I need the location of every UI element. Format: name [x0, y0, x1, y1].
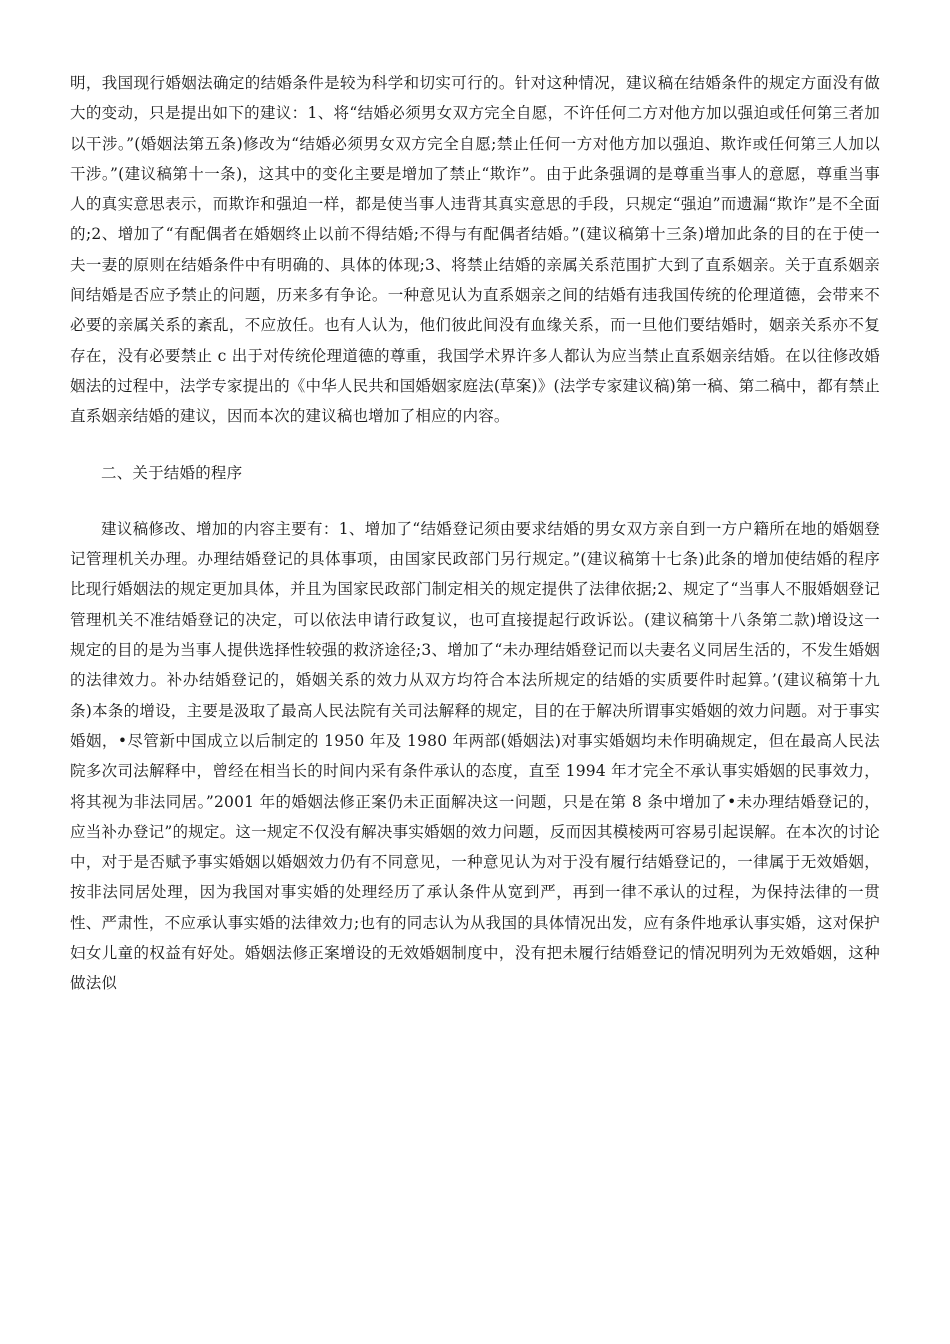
document-page — [70, 68, 880, 999]
body-paragraph-1: 明，我国现行婚姻法确定的结婚条件是较为科学和切实可行的。针对这种情况，建议稿在结婚条件的规定方面没有做大的变动，只是提出如下的建议：1、将“结婚必须男女双方完全自愿，不许任何二方对他方加以强迫或任何第三者加以干涉。”(婚姻法第五条)修改为“结婚必须男女双方完全自愿;禁止任何一方对他方加以强迫、欺诈或任何第三人加以干涉。”(建议稿第十一条)，这其中的变化主要是增加了禁止“欺诈”。由于此条强调的是尊重当事人的意愿，尊重当事人的真实意思表示，而欺诈和强迫一样，都是使当事人违背其真实意思的手段，只规定“强迫”而遗漏“欺诈”是不全面的;2、增加了“有配偶者在婚姻终止以前不得结婚;不得与有配偶者结婚。”(建议稿第十三条)增加此条的目的在于使一夫一妻的原则在结婚条件中有明确的、具体的体现;3、将禁止结婚的亲属关系范围扩大到了直系姻亲。关于直系姻亲间结婚是否应予禁止的问题，历来多有争论。一种意见认为直系姻亲之间的结婚有违我国传统的伦理道德，会带来不必要的亲属关系的紊乱，不应放任。也有人认为，他们彼此间没有血缘关系，而一旦他们要结婚时，姻亲关系亦不复存在，没有必要禁止 c 出于对传统伦理道德的尊重，我国学术界许多人都认为应当禁止直系姻亲结婚。在以往修改婚姻法的过程中，法学专家提出的《中华人民共和国婚姻家庭法(草案)》(法学专家建议稿)第一稿、第二稿中，都有禁止直系姻亲结婚的建议，因而本次的建议稿也增加了相应的内容。 — [70, 74, 880, 426]
body-paragraph-2: 建议稿修改、增加的内容主要有：1、增加了“结婚登记须由要求结婚的男女双方亲自到一方户籍所在地的婚姻登记管理机关办理。办理结婚登记的具体事项，由国家民政部门另行规定。”(建议稿第十七条)此条的增加使结婚的程序比现行婚姻法的规定更加具体，并且为国家民政部门制定相关的规定提供了法律依据;2、规定了“当事人不服婚姻登记管理机关不准结婚登记的决定，可以依法申请行政复议，也可直接提起行政诉讼。(建议稿第十八条第二款)增设这一规定的目的是为当事人提供选择性较强的救济途径;3、增加了“未办理结婚登记而以夫妻名义同居生活的，不发生婚姻的法律效力。补办结婚登记的，婚姻关系的效力从双方均符合本法所规定的结婚的实质要件时起算。’(建议稿第十九条)本条的增设，主要是汲取了最高人民法院有关司法解释的规定，目的在于解决所谓事实婚姻的效力问题。对于事实婚姻，•尽管新中国成立以后制定的 1950 年及 1980 年两部(婚姻法)对事实婚姻均未作明确规定，但在最高人民法院多次司法解释中，曾经在相当长的时间内采有条件承认的态度，直至 1994 年才完全不承认事实婚姻的民事效力，将其视为非法同居。”2001 年的婚姻法修正案仍未正面解决这一问题，只是在第 8 条中增加了•未办理结婚登记的，应当补办登记”的规定。这一规定不仅没有解决事实婚姻的效力问题，反而因其模棱两可容易引起误解。在本次的讨论中，对于是否赋予事实婚姻以婚姻效力仍有不同意见，一种意见认为对于没有履行结婚登记的，一律属于无效婚姻，按非法同居处理，因为我国对事实婚的处理经历了承认条件从宽到严，再到一律不承认的过程，为保持法律的一贯性、严肃性，不应承认事实婚的法律效力;也有的同志认为从我国的具体情况出发，应有条件地承认事实婚，这对保护妇女儿童的权益有好处。婚姻法修正案增设的无效婚姻制度中，没有把未履行结婚登记的情况明列为无效婚姻，这种做法似 — [70, 519, 880, 993]
section-heading: 二、关于结婚的程序 — [101, 463, 243, 482]
